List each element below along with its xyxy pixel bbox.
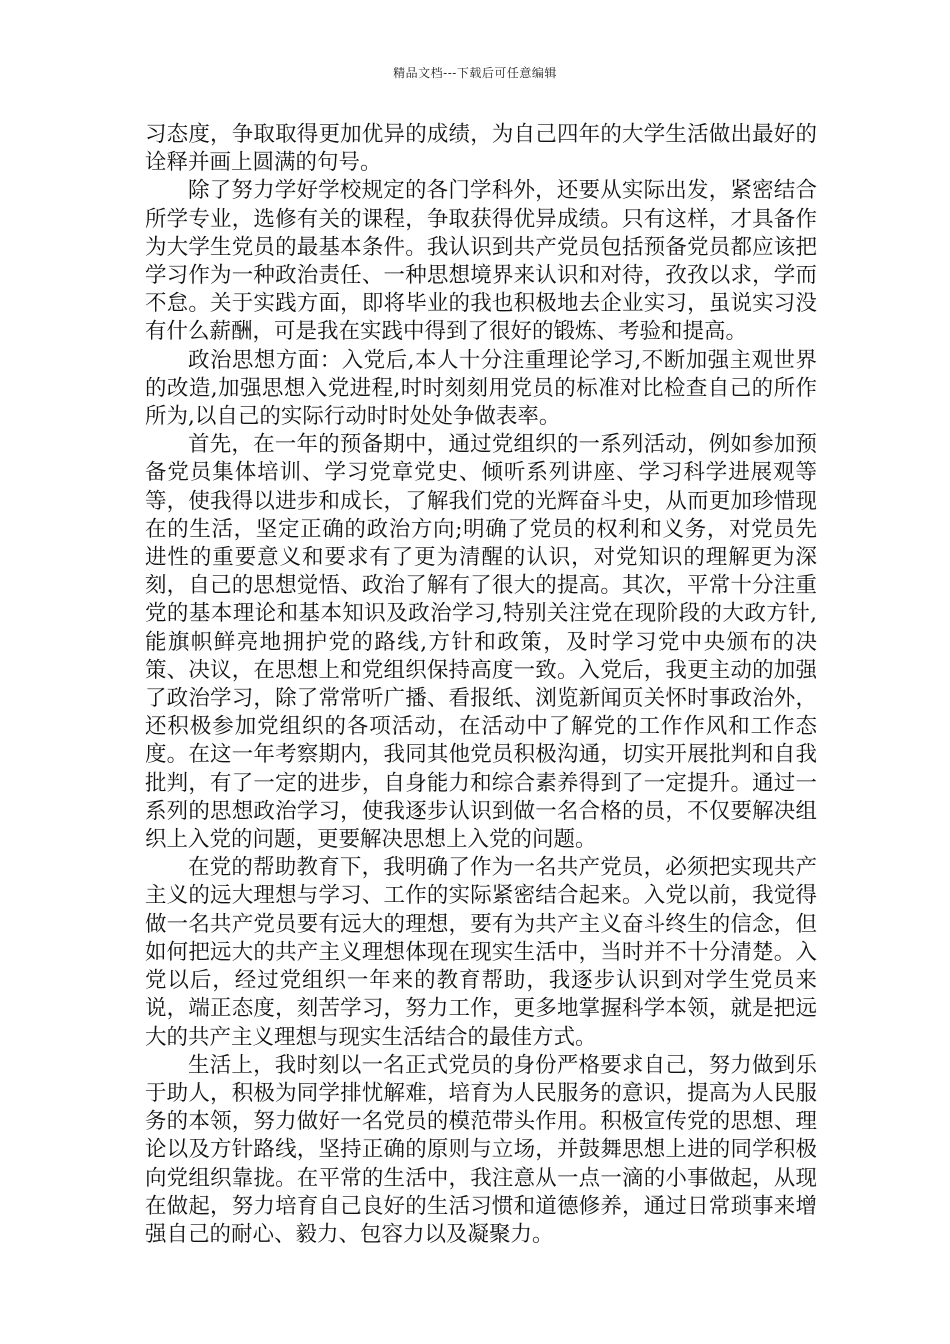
paragraph: 首先，在一年的预备期中，通过党组织的一系列活动，例如参加预备党员集体培训、学习党章党史、倾听系列讲座、学习科学进展观等等，使我得以进步和成长，了解我们党的光辉奋斗史，从而更加珍惜现在的生活，坚定正确的政治方向;明确了党员的权利和义务，对党员先进性的重要意义和要求有了更为清醒的认识，对党知识的理解更为深刻，自己的思想觉悟、政治了解有了很大的提高。其次，平常十分注重党的基本理论和基本知识及政治学习,特别关注党在现阶段的大政方针,能旗帜鲜亮地拥护党的路线,方针和政策，及时学习党中央颁布的决策、决议，在思想上和党组织保持高度一致。入党后，我更主动的加强了政治学习，除了常常听广播、看报纸、浏览新闻页关怀时事政治外，还积极参加党组织的各项活动，在活动中了解党的工作作风和工作态度。在这一年考察期内，我同其他党员积极沟通，切实开展批判和自我批判，有了一定的进步，自身能力和综合素养得到了一定提升。通过一系列的思想政治学习，使我逐步认识到做一名合格的员，不仅要解决组织上入党的问题，更要解决思想上入党的问题。 [145, 432, 817, 853]
document-body [145, 121, 817, 1249]
paragraph: 在党的帮助教育下，我明确了作为一名共产党员，必须把实现共产主义的远大理想与学习、工作的实际紧密结合起来。入党以前，我觉得做一名共产党员要有远大的理想，要有为共产主义奋斗终生的信念，但如何把远大的共产主义理想体现在现实生活中，当时并不十分清楚。入党以后，经过党组织一年来的教育帮助，我逐步认识到对学生党员来说，端正态度，刻苦学习，努力工作，更多地掌握科学本领，就是把远大的共产主义理想与现实生活结合的最佳方式。 [145, 855, 817, 1050]
page-header: 精品文档---下载后可任意编辑 [393, 66, 557, 80]
paragraph: 政治思想方面：入党后,本人十分注重理论学习,不断加强主观世界的改造,加强思想入党进程,时时刻刻用党员的标准对比检查自己的所作所为,以自己的实际行动时时处处争做表率。 [145, 347, 817, 430]
paragraph: 习态度，争取取得更加优异的成绩，为自己四年的大学生活做出最好的诠释并画上圆满的句号。 [145, 122, 817, 176]
paragraph: 除了努力学好学校规定的各门学科外，还要从实际出发，紧密结合所学专业，选修有关的课程，争取获得优异成绩。只有这样，才具备作为大学生党员的最基本条件。我认识到共产党员包括预备党员都应该把学习作为一种政治责任、一种思想境界来认识和对待，孜孜以求，学而不怠。关于实践方面，即将毕业的我也积极地去企业实习，虽说实习没有什么薪酬，可是我在实践中得到了很好的锻炼、考验和提高。 [145, 178, 817, 345]
paragraph: 生活上，我时刻以一名正式党员的身份严格要求自己，努力做到乐于助人，积极为同学排忧解难，培育为人民服务的意识，提高为人民服务的本领，努力做好一名党员的模范带头作用。积极宣传党的思想、理论以及方针路线，坚持正确的原则与立场，并鼓舞思想上进的同学积极向党组织靠拢。在平常的生活中，我注意从一点一滴的小事做起，从现在做起，努力培育自己良好的生活习惯和道德修养，通过日常琐事来增强自己的耐心、毅力、包容力以及凝聚力。 [145, 1052, 817, 1247]
